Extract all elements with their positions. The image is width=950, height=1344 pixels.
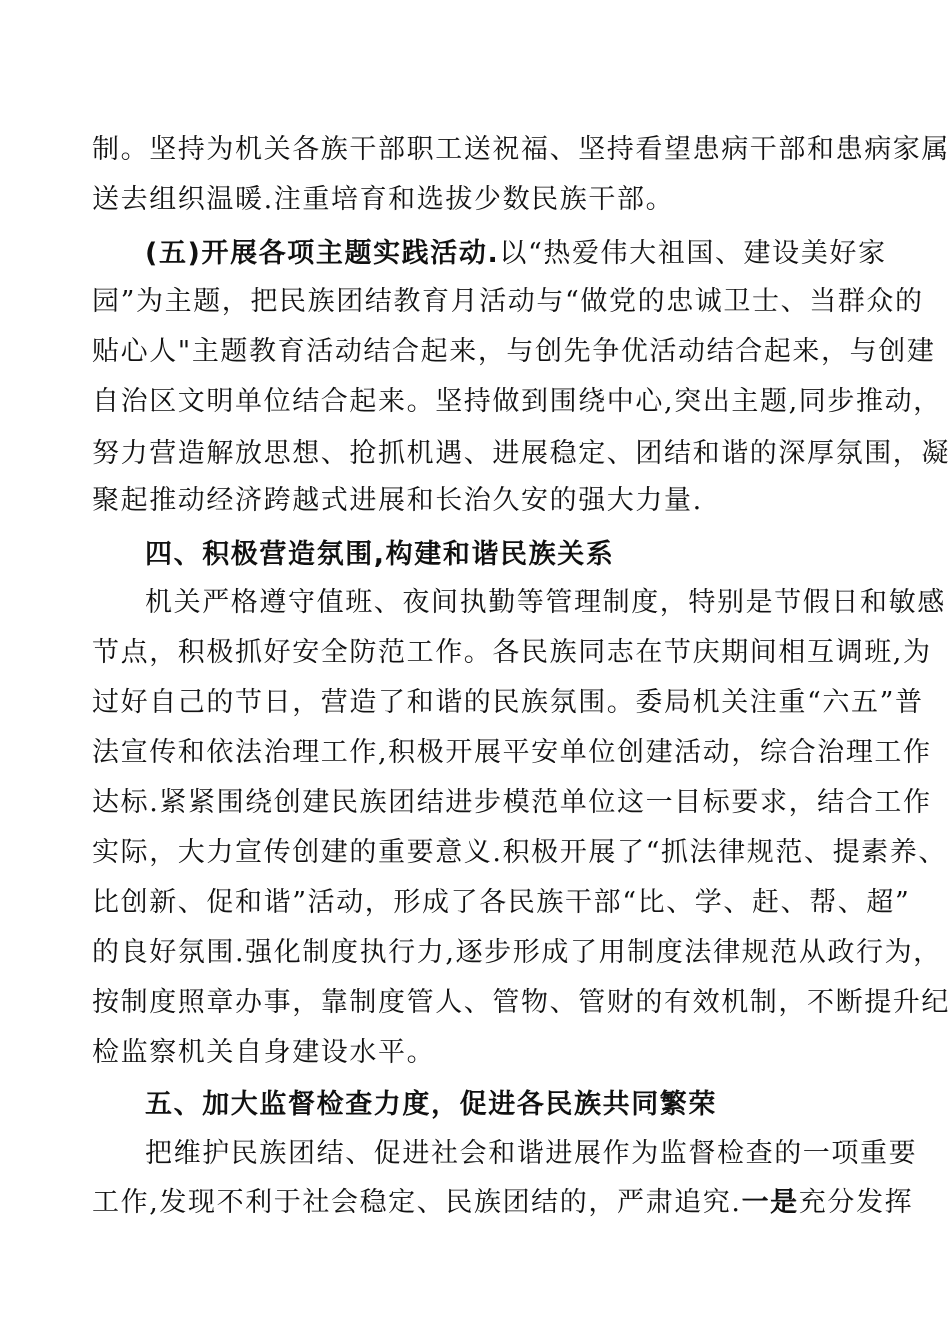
body-line-20-text: 工作,发现不利于社会稳定、民族团结的，严肃追究. xyxy=(92,1187,742,1218)
body-line-2: 送去组织温暖.注重培育和选拔少数民族干部。 xyxy=(92,184,675,215)
body-line-3-text: 以“热爱伟大祖国、建设美好家 xyxy=(499,238,887,269)
body-line-14: 实际，大力宣传创建的重要意义.积极开展了“抓法律规范、提素养、 xyxy=(92,837,947,868)
body-line-17: 按制度照章办事，靠制度管人、管物、管财的有效机制，不断提升纪 xyxy=(92,987,950,1018)
body-line-6: 自治区文明单位结合起来。坚持做到围绕中心,突出主题,同步推动， xyxy=(92,386,942,417)
section-heading-5: 五、加大监督检查力度，促进各民族共同繁荣 xyxy=(145,1089,717,1120)
body-line-10: 节点，积极抓好安全防范工作。各民族同志在节庆期间相互调班,为 xyxy=(92,637,932,668)
subsection-heading-5: (五)开展各项主题实践活动. xyxy=(145,238,500,269)
body-line-20 xyxy=(92,1186,914,1220)
body-line-13: 达标.紧紧围绕创建民族团结进步模范单位这一目标要求，结合工作 xyxy=(92,787,932,818)
body-line-12: 法宣传和依法治理工作,积极开展平安单位创建活动，综合治理工作 xyxy=(92,737,932,768)
body-line-5: 贴心人"主题教育活动结合起来，与创先争优活动结合起来，与创建 xyxy=(92,336,936,367)
body-line-15: 比创新、促和谐”活动，形成了各民族干部“比、学、赶、帮、超” xyxy=(92,887,911,918)
body-line-16: 的良好氛围.强化制度执行力,逐步形成了用制度法律规范从政行为， xyxy=(92,937,942,968)
section-heading-4: 四、积极营造氛围,构建和谐民族关系 xyxy=(145,539,615,570)
body-line-1: 制。坚持为机关各族干部职工送祝福、坚持看望患病干部和患病家属 xyxy=(92,134,950,165)
emphasis-yishi: 一是 xyxy=(741,1187,799,1218)
body-line-8: 聚起推动经济跨越式进展和长治久安的强大力量. xyxy=(92,485,703,516)
body-line-7: 努力营造解放思想、抢抓机遇、进展稳定、团结和谐的深厚氛围，凝 xyxy=(92,438,950,469)
body-line-3 xyxy=(145,237,885,271)
body-line-11: 过好自己的节日，营造了和谐的民族氛围。委局机关注重“六五”普 xyxy=(92,687,924,718)
body-line-4: 园”为主题，把民族团结教育月活动与“做党的忠诚卫士、当群众的 xyxy=(92,286,924,317)
body-line-9: 机关严格遵守值班、夜间执勤等管理制度，特别是节假日和敏感 xyxy=(145,587,946,618)
body-line-18: 检监察机关自身建设水平。 xyxy=(92,1037,436,1068)
body-line-19: 把维护民族团结、促进社会和谐进展作为监督检查的一项重要 xyxy=(145,1138,918,1169)
body-line-20-tail: 充分发挥 xyxy=(798,1187,914,1218)
